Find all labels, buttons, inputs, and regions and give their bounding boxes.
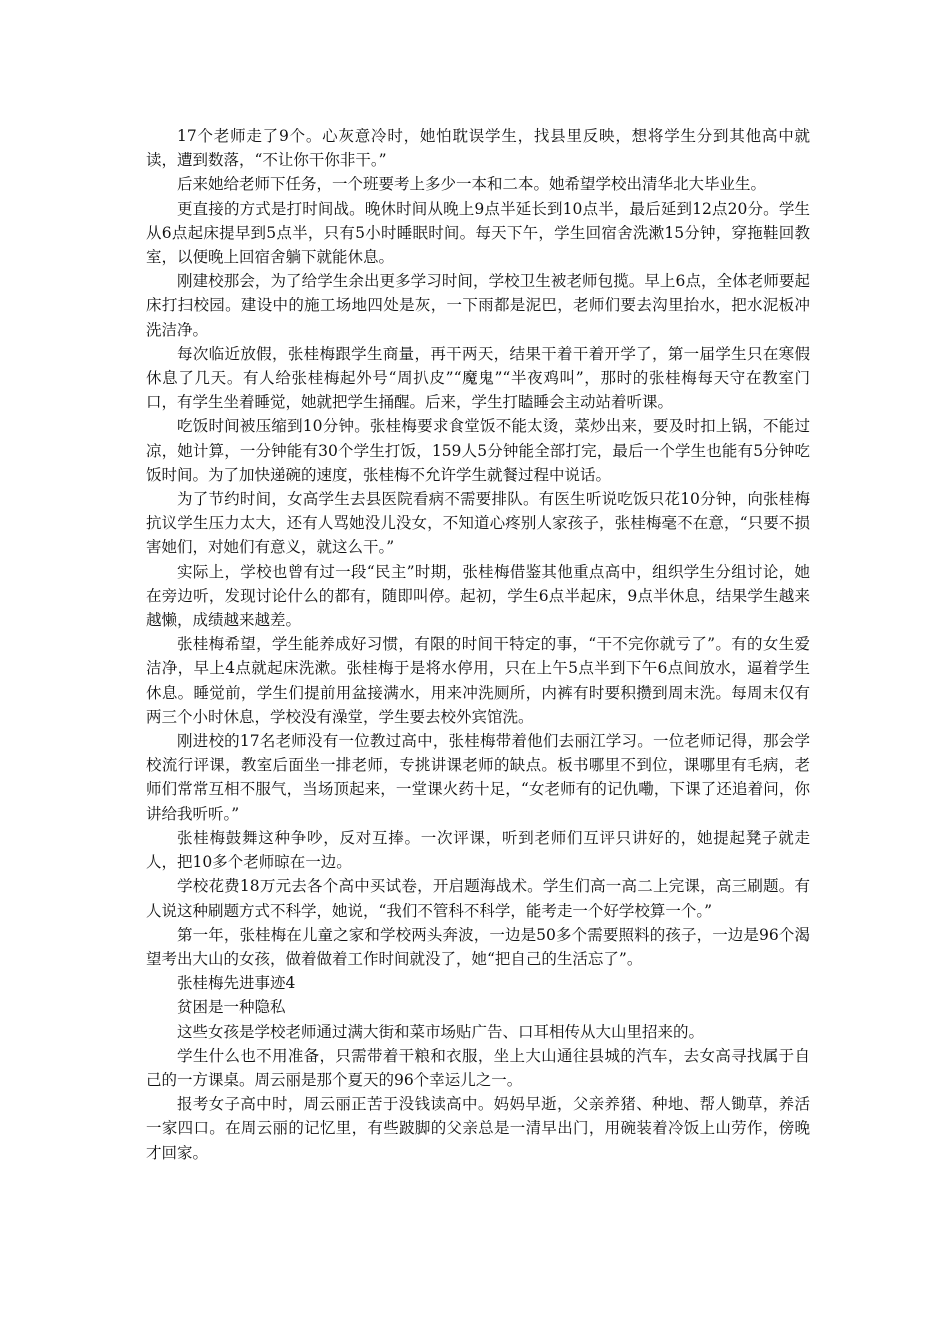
paragraph: 每次临近放假，张桂梅跟学生商量，再干两天，结果干着干着开学了，第一届学生只在寒假休息了几天。有人给张桂梅起外号“周扒皮”“魔鬼”“半夜鸡叫”，那时的张桂梅每天守在教室门口，有学生坐着睡觉，她就把学生捅醒。后来，学生打瞌睡会主动站着听课。: [146, 344, 810, 412]
document-body: [146, 124, 810, 1165]
paragraph: 17个老师走了9个。心灰意冷时，她怕耽误学生，找县里反映，想将学生分到其他高中就读，遭到数落，“不让你干你非干。”: [146, 127, 810, 170]
paragraph: 学校花费18万元去各个高中买试卷，开启题海战术。学生们高一高二上完课，高三刷题。有人说这种刷题方式不科学，她说，“我们不管科不科学，能考走一个好学校算一个。”: [146, 877, 810, 920]
paragraph: 张桂梅鼓舞这种争吵，反对互捧。一次评课，听到老师们互评只讲好的，她提起凳子就走人，把10多个老师晾在一边。: [146, 828, 810, 872]
paragraph: 吃饭时间被压缩到10分钟。张桂梅要求食堂饭不能太烫，菜炒出来，要及时扣上锅，不能过凉，她计算，一分钟能有30个学生打饭，159人5分钟能全部打完，最后一个学生也能有5分钟吃饭时间。为了加快递碗的速度，张桂梅不允许学生就餐过程中说话。: [146, 417, 810, 484]
paragraph: 学生什么也不用准备，只需带着干粮和衣服，坐上大山通往县城的汽车，去女高寻找属于自己的一方课桌。周云丽是那个夏天的96个幸运儿之一。: [146, 1046, 810, 1089]
paragraph: 后来她给老师下任务，一个班要考上多少一本和二本。她希望学校出清华北大毕业生。: [177, 175, 767, 194]
section-subheading: 贫困是一种隐私: [177, 998, 286, 1017]
paragraph: 实际上，学校也曾有过一段“民主”时期，张桂梅借鉴其他重点高中，组织学生分组讨论，她在旁边听，发现讨论什么的都有，随即叫停。起初，学生6点半起床，9点半休息，结果学生越来越懒，成绩越来越差。: [146, 562, 810, 630]
paragraph: 张桂梅希望，学生能养成好习惯，有限的时间干特定的事，“干不完你就亏了”。有的女生爱洁净，早上4点就起床洗漱。张桂梅于是将水停用，只在上午5点半到下午6点间放水，逼着学生休息。睡觉前，学生们提前用盆接满水，用来冲洗厕所，内裤有时要积攒到周末洗。每周末仅有两三个小时休息，学校没有澡堂，学生要去校外宾馆洗。: [146, 635, 810, 726]
paragraph: 更直接的方式是打时间战。晚休时间从晚上9点半延长到10点半，最后延到12点20分。学生从6点起床提早到5点半，只有5小时睡眠时间。每天下午，学生回宿舍洗漱15分钟，穿拖鞋回教室，以便晚上回宿舍躺下就能休息。: [146, 199, 810, 267]
paragraph: 刚进校的17名老师没有一位教过高中，张桂梅带着他们去丽江学习。一位老师记得，那会学校流行评课，教室后面坐一排老师，专挑讲课老师的缺点。板书哪里不到位，课哪里有毛病，老师们常常互相不服气，当场顶起来，一堂课火药十足，“女老师有的记仇嘞，下课了还追着问，你讲给我听听。”: [146, 732, 810, 823]
paragraph: 为了节约时间，女高学生去县医院看病不需要排队。有医生听说吃饭只花10分钟，向张桂梅抗议学生压力太大，还有人骂她没儿没女，不知道心疼别人家孩子，张桂梅毫不在意，“只要不损害她们，对她们有意义，就这么干。”: [146, 490, 810, 557]
section-heading: 张桂梅先进事迹4: [177, 974, 296, 993]
paragraph: 刚建校那会，为了给学生余出更多学习时间，学校卫生被老师包揽。早上6点，全体老师要起床打扫校园。建设中的施工场地四处是灰，一下雨都是泥巴，老师们要去沟里抬水，把水泥板冲洗洁净。: [146, 272, 810, 339]
paragraph: 第一年，张桂梅在儿童之家和学校两头奔波，一边是50多个需要照料的孩子，一边是96个渴望考出大山的女孩，做着做着工作时间就没了，她“把自己的生活忘了”。: [146, 925, 810, 968]
paragraph: 报考女子高中时，周云丽正苦于没钱读高中。妈妈早逝，父亲养猪、种地、帮人锄草，养活一家四口。在周云丽的记忆里，有些跛脚的父亲总是一清早出门，用碗装着冷饭上山劳作，傍晚才回家。: [146, 1095, 810, 1162]
paragraph: 这些女孩是学校老师通过满大街和菜市场贴广告、口耳相传从大山里招来的。: [177, 1022, 705, 1041]
